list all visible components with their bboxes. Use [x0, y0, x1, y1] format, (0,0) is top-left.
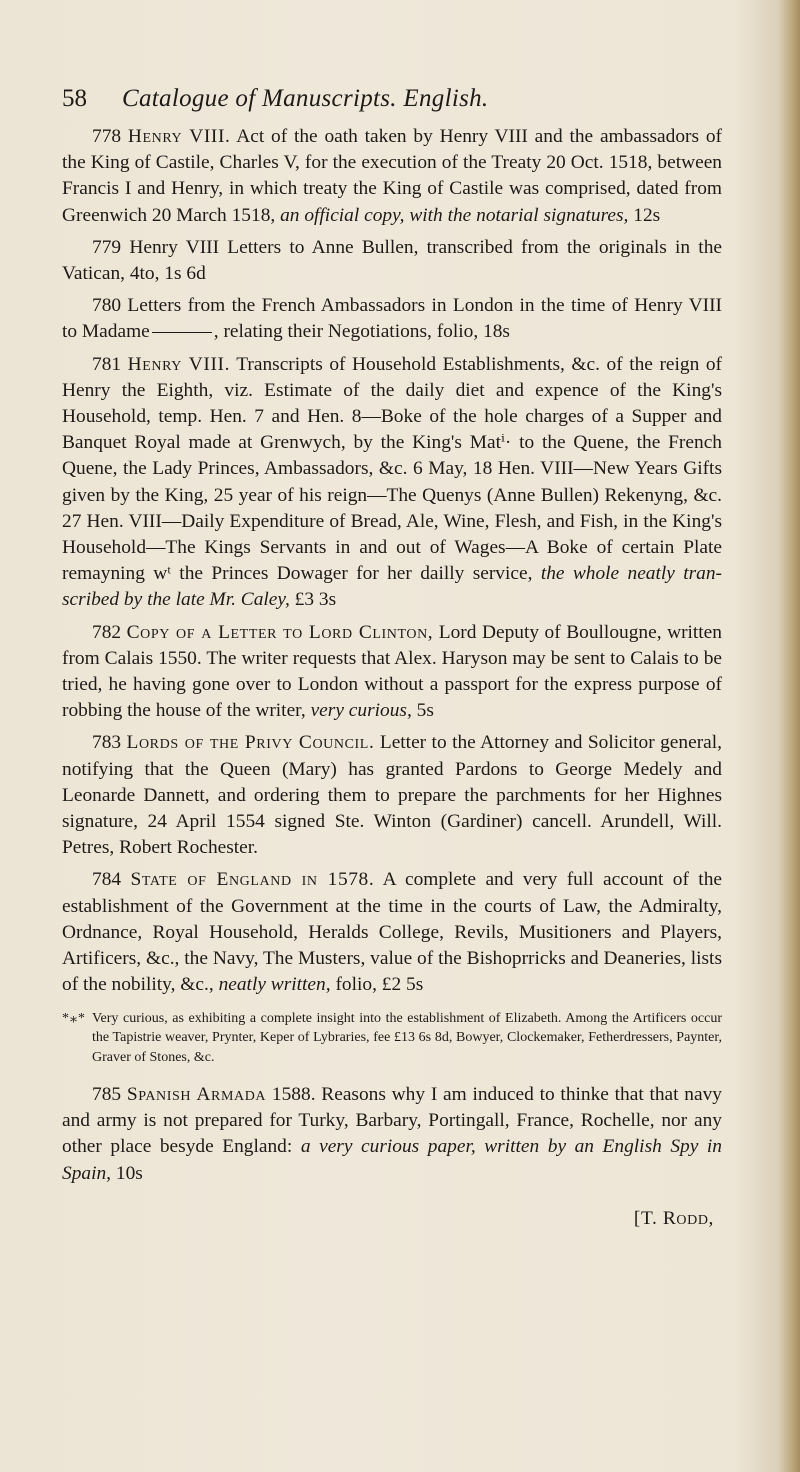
- page-edge-shadow: [778, 0, 800, 1472]
- entry-784: [62, 867, 722, 998]
- page-header: [62, 84, 682, 114]
- entry-785: [62, 1082, 722, 1187]
- blank-dash: [152, 332, 212, 333]
- entry-heading: Copy of a Letter to Lord Clinton,: [126, 621, 434, 643]
- entry-italic-note: neatly written,: [218, 974, 331, 996]
- entry-number: 784: [92, 869, 122, 891]
- entry-italic-note: the whole neatly tran-scribed by the late Mr. Caley,: [62, 563, 722, 611]
- entry-text-continued: , relating their Negotiations, folio, 18s: [213, 321, 510, 343]
- entry-number: 780: [92, 295, 122, 317]
- entry-text: Henry VIII Letters to Anne Bullen, transcribed from the originals in the Vatican, 4to, 1s 6d: [62, 236, 722, 285]
- entry-price: 12s: [633, 204, 661, 226]
- entry-number: 782: [92, 621, 122, 643]
- entry-text: Letters from the French Ambassadors in London in the time of Henry VIII to Madame: [62, 295, 722, 343]
- entry-price: 10s: [115, 1162, 143, 1184]
- entry-779: [62, 235, 722, 287]
- footnote-text: Very curious, as exhibiting a complete insight into the establishment of Elizabeth. Among the Artificers occur the Tapistrie weaver, Prynter, Keper of Lybraries, fee £13 6s 8d, Bowyer, Clockemaker, Fetherdressers, Paynter, Graver of Stones, &c.: [92, 1010, 722, 1066]
- entry-782: [62, 620, 722, 725]
- footnote: [62, 1009, 722, 1068]
- entry-text: 1588. Reasons why I am induced to thinke that that navy and army is not prepared for Turky, Barbary, Portingall, France, Rochelle, nor any other place besyde England:: [62, 1083, 722, 1158]
- entry-number: 783: [92, 732, 122, 754]
- entry-text: Transcripts of Household Establishments, &c. of the reign of Henry the Eighth, viz. Estimate of the daily diet and expence of the King's Household, temp. Hen. 7 and Hen. 8—Boke of the hole charges of a Supper and Banquet Royal made at Grenwych, by the King's Matⁱ· to the Quene, the French Quene, the Lady Princes, Ambassadors, &c. 6 May, 18 Hen. VIII—New Years Gifts given by the King, 25 year of his reign—The Quenys (Anne Bullen) Rekenyng, &c. 27 Hen. VIII—Daily Expenditure of Bread, Ale, Wine, Flesh, and Fish, in the King's Household—The Kings Servants in and out of Wages—A Boke of certain Plate remayning wᵗ the Princes Dowager for her dailly service,: [62, 353, 722, 585]
- entry-heading: Lords of the Privy Council.: [126, 732, 375, 754]
- asterism-mark: *⁎*: [62, 1010, 86, 1026]
- entry-text: Act of the oath taken by Henry VIII and the ambassadors of the King of Castile, Charles V, for the execution of the Treaty 20 Oct. 1518, between Francis I and Henry, in which treaty the King of Castile was comprised, dated from Greenwich 20 March 1518,: [62, 126, 722, 226]
- entry-price: folio, £2 5s: [335, 974, 424, 996]
- entry-781: [62, 352, 722, 614]
- catchword-text: [T. Rodd,: [633, 1208, 714, 1230]
- entry-heading: Henry VIII.: [127, 126, 231, 147]
- entry-783: [62, 730, 722, 861]
- entry-778: [62, 124, 722, 229]
- running-title: Catalogue of Manuscripts. English.: [122, 85, 489, 112]
- entry-heading: Spanish Armada: [126, 1083, 267, 1105]
- entry-heading: State of England in 1578.: [130, 869, 375, 891]
- entry-number: 778: [92, 126, 122, 147]
- entry-heading: Henry VIII.: [127, 353, 231, 375]
- entry-text: Letter to the Attorney and Solicitor general, notifying that the Queen (Mary) has granted Pardons to George Medely and Leonarde Dannett, and ordering them to prepare the parchments for her Highnes signature, 24 April 1554 signed Ste. Winton (Gardiner) cancell. Arundell, Will. Petres, Robert Rochester.: [62, 732, 722, 859]
- catchword: [62, 1206, 722, 1232]
- page-number: 58: [62, 85, 87, 112]
- entry-number: 785: [92, 1083, 122, 1105]
- entry-number: 781: [92, 353, 122, 375]
- entry-price: 5s: [416, 700, 434, 722]
- entry-number: 779: [92, 236, 122, 258]
- entry-price: £3 3s: [294, 589, 337, 611]
- entry-italic-note: an official copy, with the notarial signatures,: [280, 204, 629, 226]
- entry-780: [62, 293, 722, 345]
- entry-text: Lord Deputy of Boullougne, written from Calais 1550. The writer requests that Alex. Haryson may be sent to Calais to be tried, he having gone over to London without a passport for the express purpose of robbing the house of the writer,: [62, 621, 722, 722]
- entry-text: A complete and very full account of the establishment of the Government at the time in the courts of Law, the Admiralty, Ordnance, Royal Household, Heralds College, Revils, Musitioners and Players, Artificers, &c., the Navy, The Musters, value of the Bishoprricks and Deaneries, lists of the nobility, &c.,: [62, 869, 723, 996]
- entry-italic-note: a very curious paper, written by an English Spy in Spain,: [62, 1136, 723, 1184]
- catalogue-body: [62, 124, 722, 1252]
- entry-italic-note: very curious,: [310, 700, 412, 722]
